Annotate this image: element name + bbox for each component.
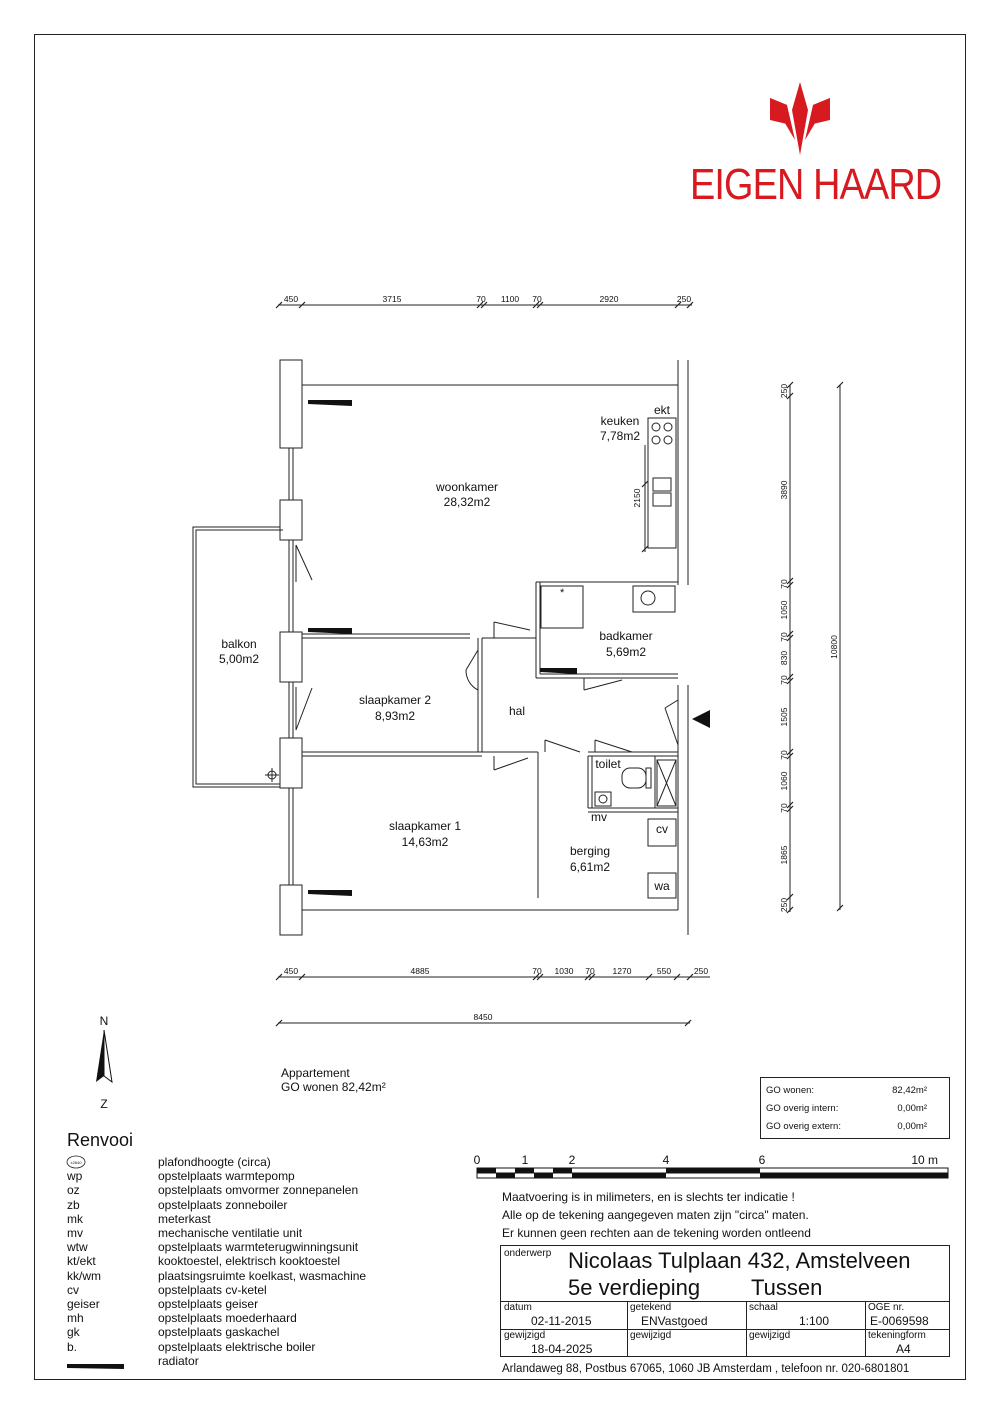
- dim-kitchen: 2150: [632, 488, 642, 508]
- slaapkamer2-name: slaapkamer 2: [358, 693, 432, 707]
- legend-code: oz: [67, 1183, 80, 1198]
- legend-description: opstelplaats omvormer zonnepanelen: [158, 1183, 359, 1198]
- datum-value: 02-11-2015: [531, 1314, 592, 1328]
- legend-description: opstelplaats warmtepomp: [158, 1169, 295, 1184]
- svg-text:*: *: [560, 587, 565, 599]
- note-2: Alle op de tekening aangegeven maten zijn "circa" maten.: [502, 1208, 809, 1222]
- area-value: 0,00m²: [897, 1121, 927, 1132]
- onderwerp-label: onderwerp: [504, 1248, 552, 1259]
- dim-right-5: 830: [779, 650, 789, 666]
- summary-line2: GO wonen 82,42m²: [281, 1080, 386, 1094]
- radiator-icon: [67, 1364, 124, 1369]
- ceiling-height-icon: ±2640: [70, 1160, 82, 1165]
- dim-right-10: 70: [779, 803, 789, 813]
- dim-bottom-7: 250: [693, 966, 709, 976]
- oge-label: OGE nr.: [868, 1302, 905, 1313]
- legend-description: meterkast: [158, 1211, 211, 1226]
- dim-top-6: 250: [676, 294, 692, 304]
- dim-total-height: 10800: [829, 635, 839, 659]
- dim-right-7: 1505: [779, 707, 789, 727]
- note-1: Maatvoering is in milimeters, en is slechts ter indicatie !: [502, 1190, 795, 1204]
- gewijzigd-value: 18-04-2025: [531, 1342, 593, 1356]
- legend-description: opstelplaats cv-ketel: [158, 1282, 267, 1297]
- address: Nicolaas Tulplaan 432, Amstelveen: [568, 1248, 911, 1273]
- area-row: [766, 1103, 927, 1117]
- gewijzigd2-label: gewijzigd: [630, 1330, 672, 1341]
- legend-description: opstelplaats moederhaard: [158, 1311, 297, 1326]
- dim-top-5: 2920: [599, 294, 619, 304]
- scale-label-2: 2: [568, 1153, 576, 1167]
- dim-top-2: 70: [476, 294, 486, 304]
- title-block: [500, 1245, 950, 1357]
- dim-bottom-4: 70: [585, 966, 595, 976]
- legend-description: opstelplaats zonneboiler: [158, 1197, 288, 1212]
- area-summary-box: [760, 1077, 950, 1139]
- tekeningform-label: tekeningform: [868, 1330, 926, 1341]
- legend-description: opstelplaats warmteterugwinningsunit: [158, 1240, 359, 1255]
- legend-code: mh: [67, 1311, 84, 1326]
- compass-north: N: [99, 1014, 109, 1028]
- area-row: [766, 1085, 927, 1099]
- woonkamer-area: 28,32m2: [443, 495, 491, 509]
- gewijzigd3-label: gewijzigd: [749, 1330, 791, 1341]
- legend-code: gk: [67, 1325, 80, 1340]
- scale-bar: [474, 1153, 948, 1178]
- woonkamer-name: woonkamer: [435, 480, 499, 494]
- dim-top-4: 70: [532, 294, 542, 304]
- dim-bottom-1: 4885: [410, 966, 430, 976]
- dim-right-0: 250: [779, 383, 789, 399]
- area-label: GO overig intern:: [766, 1103, 839, 1114]
- dim-right-9: 1060: [779, 771, 789, 791]
- dim-bottom-5: 1270: [612, 966, 632, 976]
- mv-label: mv: [591, 810, 607, 824]
- dim-right-3: 1050: [779, 600, 789, 620]
- badkamer-name: badkamer: [599, 629, 653, 643]
- slaapkamer1-name: slaapkamer 1: [388, 819, 462, 833]
- slaapkamer1-area: 14,63m2: [401, 835, 449, 849]
- dim-top-3: 1100: [500, 294, 520, 304]
- scale-label-4: 4: [662, 1153, 670, 1167]
- compass-south: Z: [100, 1097, 108, 1111]
- dim-right-6: 70: [779, 675, 789, 685]
- getekend-label: getekend: [630, 1302, 672, 1313]
- legend-description: opstelplaats gaskachel: [158, 1325, 280, 1340]
- footer-address: Arlandaweg 88, Postbus 67065, 1060 JB Amsterdam , telefoon nr. 020-6801801: [502, 1363, 910, 1375]
- scale-label-6: 6: [758, 1153, 766, 1167]
- legend-code: b.: [67, 1339, 78, 1354]
- legend-description: mechanische ventilatie unit: [158, 1226, 303, 1240]
- summary-line1: Appartement: [281, 1066, 350, 1080]
- cv-label: cv: [656, 822, 668, 836]
- brand-name: EIGEN HAARD: [690, 160, 942, 209]
- balkon-area: 5,00m2: [218, 652, 260, 666]
- dim-right-8: 70: [779, 750, 789, 760]
- legend-code: wp: [67, 1169, 83, 1184]
- dim-right-12: 250: [779, 897, 789, 913]
- gewijzigd-label: gewijzigd: [504, 1330, 546, 1341]
- dim-top-1: 3715: [382, 294, 402, 304]
- dim-right-11: 1865: [779, 845, 789, 865]
- dim-right-2: 70: [779, 579, 789, 589]
- area-row: [766, 1121, 927, 1135]
- berging-area: 6,61m2: [569, 860, 611, 874]
- dim-bottom-3: 1030: [554, 966, 574, 976]
- dim-top-0: 450: [283, 294, 299, 304]
- note-3: Er kunnen geen rechten aan de tekening worden ontleend: [502, 1226, 811, 1240]
- area-label: GO overig extern:: [766, 1121, 841, 1132]
- berging-name: berging: [569, 844, 611, 858]
- wa-label: wa: [654, 879, 670, 893]
- balkon-name: balkon: [221, 637, 257, 651]
- area-label: GO wonen:: [766, 1085, 815, 1096]
- slaapkamer2-area: 8,93m2: [374, 709, 416, 723]
- floor: 5e verdieping: [568, 1275, 701, 1300]
- scale-label-1: 1: [521, 1153, 529, 1167]
- tekeningform-value: A4: [896, 1342, 911, 1356]
- oge-value: E-0069598: [870, 1314, 929, 1328]
- dim-total-width: 8450: [473, 1012, 493, 1022]
- legend-description: plaatsingsruimte koelkast, wasmachine: [158, 1268, 367, 1283]
- dim-right-1: 3890: [779, 480, 789, 500]
- legend-description: opstelplaats geiser: [158, 1297, 259, 1311]
- datum-label: datum: [504, 1302, 532, 1313]
- legend-code: kk/wm: [67, 1268, 101, 1283]
- getekend-value: ENVastgoed: [641, 1314, 708, 1328]
- dim-right-4: 70: [779, 632, 789, 642]
- dim-bottom-0: 450: [283, 966, 299, 976]
- hal-name: hal: [508, 704, 526, 718]
- ekt-label: ekt: [653, 403, 671, 417]
- dim-bottom-2: 70: [532, 966, 542, 976]
- keuken-name: keuken: [600, 414, 640, 428]
- legend-description: plafondhoogte (circa): [158, 1155, 271, 1169]
- legend-title: Renvooi: [67, 1130, 134, 1150]
- legend-code: mv: [67, 1226, 83, 1240]
- dwelling-type: Tussen: [751, 1275, 823, 1300]
- compass-icon: [96, 1014, 112, 1111]
- legend-description: radiator: [158, 1353, 199, 1368]
- legend-code: zb: [67, 1197, 80, 1212]
- toilet-name: toilet: [595, 757, 621, 771]
- legend-code: wtw: [67, 1240, 88, 1255]
- scale-label-10: 10 m: [911, 1153, 938, 1167]
- legend-code: kt/ekt: [67, 1254, 96, 1269]
- legend-code: mk: [67, 1211, 83, 1226]
- keuken-area: 7,78m2: [599, 429, 641, 443]
- scale-label-0: 0: [473, 1153, 481, 1167]
- schaal-value: 1:100: [799, 1314, 830, 1328]
- legend-code: geiser: [67, 1297, 100, 1311]
- area-value: 82,42m²: [892, 1085, 927, 1096]
- badkamer-area: 5,69m2: [605, 645, 647, 659]
- area-value: 0,00m²: [897, 1103, 927, 1114]
- legend-description: opstelplaats elektrische boiler: [158, 1339, 316, 1354]
- dim-bottom-6: 550: [656, 966, 672, 976]
- legend-description: kooktoestel, elektrisch kooktoestel: [158, 1254, 341, 1269]
- schaal-label: schaal: [749, 1302, 778, 1313]
- legend-code: cv: [67, 1282, 79, 1297]
